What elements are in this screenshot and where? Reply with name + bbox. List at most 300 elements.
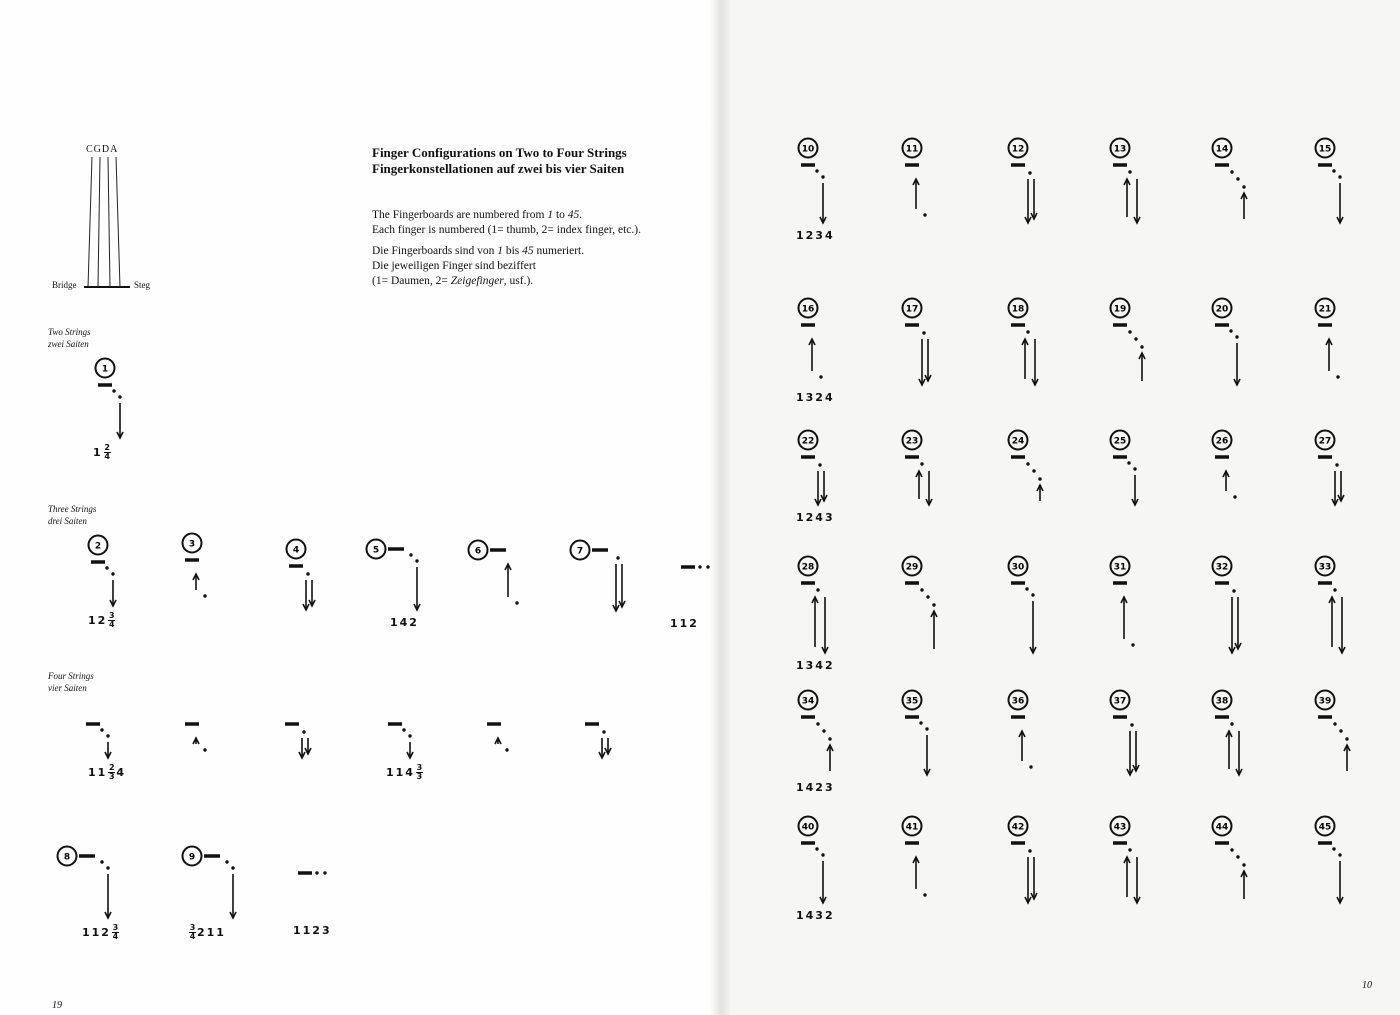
finger-dot bbox=[231, 866, 234, 869]
finger-dot bbox=[515, 601, 518, 604]
diagram-number: 28 bbox=[801, 562, 815, 573]
finger-dot bbox=[1235, 335, 1238, 338]
fingering-annotation bbox=[796, 909, 835, 922]
fingering-digit-bottom: 3 bbox=[109, 772, 115, 781]
steg-label: Steg bbox=[134, 280, 151, 290]
fingering-stacked-digits bbox=[112, 924, 119, 941]
fingerboard-drawing bbox=[1303, 136, 1373, 229]
fingerboard-drawing bbox=[996, 428, 1066, 511]
diagram-number: 42 bbox=[1011, 822, 1025, 833]
fingerboard-diagram bbox=[996, 296, 1066, 391]
section-label-two-strings bbox=[48, 326, 91, 350]
finger-dot bbox=[1032, 469, 1035, 472]
fingerboard-diagram bbox=[890, 428, 960, 511]
fingerboard-drawing bbox=[996, 296, 1066, 391]
intro-number: 45 bbox=[522, 245, 534, 257]
finger-dot bbox=[1038, 477, 1041, 480]
fingerboard-drawing bbox=[1200, 296, 1270, 391]
fingering-stacked-digits bbox=[108, 612, 115, 629]
finger-dot bbox=[815, 169, 818, 172]
fingerboard-drawing bbox=[890, 136, 960, 229]
section-label-de: drei Saiten bbox=[48, 516, 87, 526]
fingerboard-diagram bbox=[1200, 428, 1270, 511]
fingering-annotation bbox=[88, 612, 116, 629]
fingerboard-drawing bbox=[170, 844, 240, 924]
finger-dot bbox=[106, 734, 109, 737]
finger-dot bbox=[111, 572, 114, 575]
fingerboard-diagram bbox=[890, 688, 960, 781]
heading-title-en: Finger Configurations on Two to Four Strings bbox=[372, 145, 627, 160]
fingering-digit-top: 3 bbox=[189, 923, 196, 932]
fingering-digit-bottom: 4 bbox=[189, 932, 196, 941]
fingerboard-diagram bbox=[1098, 554, 1168, 659]
intro-text: . bbox=[579, 209, 583, 221]
fingerboard-diagram bbox=[71, 695, 141, 781]
fingerboard-diagram bbox=[170, 695, 240, 764]
section-label-three-strings bbox=[48, 503, 96, 527]
finger-dot bbox=[1242, 185, 1245, 188]
finger-dot bbox=[816, 722, 819, 725]
diagram-number: 27 bbox=[1318, 436, 1332, 447]
intro-text: numeriert. bbox=[533, 245, 585, 257]
section-label-en: Four Strings bbox=[48, 671, 94, 681]
fingerboard-diagram bbox=[996, 428, 1066, 511]
fingerboard-drawing bbox=[472, 695, 542, 764]
diagram-number: 24 bbox=[1011, 436, 1025, 447]
fingerboard-diagram bbox=[45, 844, 119, 941]
finger-dot bbox=[922, 331, 925, 334]
fingerboard-diagram bbox=[76, 533, 146, 629]
intro-de-line-3 bbox=[372, 274, 584, 289]
fingerboard-diagram bbox=[666, 538, 736, 630]
diagram-number: 45 bbox=[1318, 822, 1332, 833]
finger-dot bbox=[402, 728, 405, 731]
finger-dot bbox=[100, 728, 103, 731]
finger-dot bbox=[925, 727, 928, 730]
fingerboard-diagram bbox=[786, 428, 856, 524]
finger-dot bbox=[1230, 170, 1233, 173]
fingerboard-diagram bbox=[786, 554, 856, 672]
finger-dot bbox=[1333, 588, 1336, 591]
fingerboard-drawing bbox=[1098, 554, 1168, 659]
diagram-number: 3 bbox=[188, 539, 196, 550]
fingerboard-diagram bbox=[996, 688, 1066, 781]
diagram-number: 22 bbox=[801, 436, 815, 447]
string-c-line bbox=[88, 157, 92, 287]
diagram-number: 2 bbox=[94, 541, 102, 552]
fingering-stacked-digits bbox=[108, 764, 115, 781]
finger-dot bbox=[919, 721, 922, 724]
finger-dot bbox=[821, 853, 824, 856]
fingerboard-diagram bbox=[1303, 428, 1373, 511]
diagram-number: 1 bbox=[101, 364, 109, 375]
fingering-digit-bottom: 4 bbox=[112, 932, 119, 941]
fingering-digits: 1123 bbox=[293, 924, 332, 937]
finger-dot bbox=[105, 566, 108, 569]
finger-dot bbox=[932, 603, 935, 606]
fingering-annotation bbox=[670, 617, 699, 630]
fingerboard-drawing bbox=[558, 538, 628, 617]
diagram-number: 7 bbox=[576, 546, 584, 557]
fingerboard-diagram bbox=[1098, 136, 1168, 229]
diagram-number: 12 bbox=[1011, 144, 1025, 155]
fingerboard-drawing bbox=[786, 136, 856, 229]
fingerboard-diagram bbox=[786, 296, 856, 404]
fingerboard-drawing bbox=[996, 814, 1066, 909]
finger-dot bbox=[923, 893, 926, 896]
finger-dot bbox=[1128, 170, 1131, 173]
fingerboard-drawing bbox=[890, 554, 960, 659]
finger-dot bbox=[203, 748, 206, 751]
diagram-number: 32 bbox=[1215, 562, 1229, 573]
string-g-line bbox=[98, 157, 100, 287]
intro-en-line-2: Each finger is numbered (1= thumb, 2= index finger, etc.). bbox=[372, 224, 641, 236]
finger-dot bbox=[602, 730, 605, 733]
fingerboard-drawing bbox=[1098, 428, 1168, 511]
fingerboard-drawing bbox=[1303, 554, 1373, 659]
finger-dot bbox=[1236, 855, 1239, 858]
string-names-label: CGDA bbox=[86, 144, 119, 155]
fingerboard-drawing bbox=[1200, 428, 1270, 511]
fingerboard-diagram bbox=[890, 136, 960, 229]
finger-dot bbox=[1029, 765, 1032, 768]
finger-dot bbox=[706, 565, 709, 568]
fingering-digit-top: 2 bbox=[109, 763, 115, 772]
fingering-digit-bottom: 3 bbox=[416, 772, 423, 781]
finger-dot bbox=[818, 463, 821, 466]
fingerboard-diagram bbox=[1200, 296, 1270, 391]
fingering-stacked-digits bbox=[104, 444, 111, 461]
finger-dot bbox=[1336, 375, 1339, 378]
fingerboard-drawing bbox=[1200, 814, 1270, 909]
finger-dot bbox=[1338, 175, 1341, 178]
finger-dot bbox=[323, 871, 326, 874]
fingerboard-drawing bbox=[1303, 688, 1373, 781]
intro-text: The Fingerboards are numbered from bbox=[372, 209, 548, 221]
section-label-de: zwei Saiten bbox=[48, 339, 89, 349]
fingering-stacked-digits bbox=[189, 924, 196, 941]
fingerboard-diagram bbox=[890, 554, 960, 659]
book-gutter bbox=[710, 0, 730, 1015]
fingering-annotation bbox=[82, 924, 120, 941]
fingerboard-diagram bbox=[786, 688, 856, 794]
fingering-digit-top: 3 bbox=[112, 923, 119, 932]
diagram-number: 37 bbox=[1113, 696, 1127, 707]
fingerboard-diagram bbox=[1303, 688, 1373, 781]
fingerboard-diagram bbox=[456, 538, 526, 617]
fingering-annotation bbox=[796, 511, 835, 524]
intro-de-line-2: Die jeweiligen Finger sind beziffert bbox=[372, 260, 536, 272]
diagram-number: 26 bbox=[1215, 436, 1229, 447]
finger-dot bbox=[1333, 722, 1336, 725]
fingerboard-drawing bbox=[786, 554, 856, 659]
finger-dot bbox=[920, 462, 923, 465]
fingering-annotation bbox=[386, 764, 424, 781]
fingerboard-diagram bbox=[1200, 136, 1270, 229]
finger-dot bbox=[819, 375, 822, 378]
finger-dot bbox=[1028, 849, 1031, 852]
diagram-number: 34 bbox=[801, 696, 815, 707]
fingerboard-diagram bbox=[270, 695, 340, 764]
fingering-digits: 1243 bbox=[796, 511, 835, 524]
finger-dot bbox=[203, 594, 206, 597]
fingering-digits: 112 bbox=[82, 926, 111, 939]
fingerboard-drawing bbox=[274, 537, 344, 616]
finger-dot bbox=[315, 871, 318, 874]
fingering-stacked-digits bbox=[416, 764, 423, 781]
fingerboard-diagram bbox=[890, 296, 960, 391]
finger-dot bbox=[1335, 463, 1338, 466]
finger-dot bbox=[1140, 345, 1143, 348]
bridge-label: Bridge bbox=[52, 280, 77, 290]
finger-dot bbox=[828, 737, 831, 740]
fingerboard-drawing bbox=[786, 296, 856, 391]
fingering-digits: 1234 bbox=[796, 229, 835, 242]
finger-dot bbox=[1230, 722, 1233, 725]
finger-dot bbox=[1130, 723, 1133, 726]
finger-dot bbox=[1236, 177, 1239, 180]
fingerboard-diagram bbox=[1303, 296, 1373, 391]
fingerboard-diagram bbox=[274, 537, 344, 616]
fingerboard-drawing bbox=[1303, 296, 1373, 391]
diagram-number: 11 bbox=[905, 144, 919, 155]
fingering-digits: 1 bbox=[93, 446, 103, 459]
string-a-line bbox=[116, 157, 120, 287]
fingerboard-drawing bbox=[890, 296, 960, 391]
fingerboard-diagram bbox=[1098, 814, 1168, 909]
fingerboard-drawing bbox=[1200, 136, 1270, 229]
fingerboard-drawing bbox=[1098, 814, 1168, 909]
fingerboard-diagram bbox=[996, 136, 1066, 229]
finger-dot bbox=[1134, 337, 1137, 340]
finger-dot bbox=[1026, 330, 1029, 333]
fingerboard-drawing bbox=[1303, 428, 1373, 511]
finger-dot bbox=[1242, 863, 1245, 866]
fingerboard-diagram bbox=[1200, 554, 1270, 659]
diagram-number: 13 bbox=[1113, 144, 1127, 155]
fingerboard-drawing bbox=[170, 531, 240, 610]
fingering-digit-top: 2 bbox=[104, 443, 110, 452]
fingerboard-diagram bbox=[570, 695, 640, 764]
diagram-number: 43 bbox=[1113, 822, 1127, 833]
page-number-right: 10 bbox=[1362, 980, 1372, 991]
fingering-digits: 114 bbox=[386, 766, 415, 779]
fingerboard-diagram bbox=[1098, 296, 1168, 391]
finger-dot bbox=[302, 730, 305, 733]
fingerboard-drawing bbox=[890, 688, 960, 781]
finger-dot bbox=[616, 556, 619, 559]
finger-dot bbox=[409, 553, 412, 556]
fingerboard-drawing bbox=[996, 688, 1066, 781]
finger-dot bbox=[1233, 495, 1236, 498]
fingerboard-diagram bbox=[1303, 554, 1373, 659]
diagram-number: 4 bbox=[292, 545, 300, 556]
fingerboard-diagram bbox=[786, 136, 856, 242]
diagram-number: 41 bbox=[905, 822, 919, 833]
fingerboard-diagram bbox=[996, 554, 1066, 659]
diagram-number: 29 bbox=[905, 562, 919, 573]
fingerboard-drawing bbox=[996, 554, 1066, 659]
finger-dot bbox=[408, 734, 411, 737]
fingerboard-diagram bbox=[890, 814, 960, 909]
intro-number: 1 bbox=[497, 245, 503, 257]
finger-dot bbox=[926, 595, 929, 598]
fingerboard-diagram bbox=[170, 531, 240, 610]
diagram-number: 30 bbox=[1011, 562, 1025, 573]
page-number-left: 19 bbox=[52, 1000, 62, 1011]
intro-number: 45 bbox=[567, 209, 580, 221]
diagram-number: 25 bbox=[1113, 436, 1127, 447]
diagram-number: 5 bbox=[372, 545, 380, 556]
fingerboard-drawing bbox=[1200, 688, 1270, 781]
fingerboard-diagram bbox=[996, 814, 1066, 909]
fingerboard-diagram bbox=[170, 844, 240, 941]
intro-text: Zeigefinger bbox=[450, 275, 504, 287]
fingerboard-diagram bbox=[558, 538, 628, 617]
finger-dot bbox=[920, 588, 923, 591]
finger-dot bbox=[1025, 587, 1028, 590]
finger-dot bbox=[1229, 329, 1232, 332]
intro-text: Die Fingerboards sind von bbox=[372, 245, 498, 257]
diagram-number: 33 bbox=[1318, 562, 1332, 573]
diagram-number: 8 bbox=[63, 852, 71, 863]
intro-en-line-1 bbox=[372, 208, 641, 223]
fingerboard-diagram bbox=[1098, 688, 1168, 781]
finger-dot bbox=[923, 213, 926, 216]
diagram-number: 31 bbox=[1113, 562, 1127, 573]
fingerboard-drawing bbox=[1200, 554, 1270, 659]
fingering-annotation bbox=[390, 616, 419, 629]
finger-dot bbox=[225, 860, 228, 863]
fingerboard-drawing bbox=[570, 695, 640, 764]
fingering-digits: 1324 bbox=[796, 391, 835, 404]
intro-text: , usf.). bbox=[503, 275, 534, 287]
fingerboard-drawing bbox=[71, 695, 141, 764]
fingerboard-drawing bbox=[996, 136, 1066, 229]
finger-dot bbox=[306, 572, 309, 575]
fingering-digits: 1423 bbox=[796, 781, 835, 794]
finger-dot bbox=[822, 729, 825, 732]
diagram-number: 19 bbox=[1113, 304, 1127, 315]
diagram-number: 21 bbox=[1318, 304, 1332, 315]
diagram-number: 18 bbox=[1011, 304, 1025, 315]
fingerboard-drawing bbox=[373, 695, 443, 764]
fingerboard-diagram bbox=[283, 844, 353, 937]
diagram-number: 10 bbox=[801, 144, 815, 155]
finger-dot bbox=[118, 395, 121, 398]
finger-dot bbox=[1338, 853, 1341, 856]
finger-dot bbox=[1332, 169, 1335, 172]
fingerboard-drawing bbox=[1303, 814, 1373, 909]
fingering-digits: 112 bbox=[670, 617, 699, 630]
diagram-number: 36 bbox=[1011, 696, 1025, 707]
fingerboard-drawing bbox=[170, 695, 240, 764]
finger-dot bbox=[505, 748, 508, 751]
fingerboard-drawing bbox=[76, 533, 146, 612]
diagram-number: 17 bbox=[905, 304, 919, 315]
fingerboard-diagram bbox=[1200, 688, 1270, 781]
finger-dot bbox=[1026, 462, 1029, 465]
diagram-number: 20 bbox=[1215, 304, 1229, 315]
fingerboard-drawing bbox=[283, 844, 353, 924]
fingering-digits: 1342 bbox=[796, 659, 835, 672]
fingering-annotation bbox=[796, 229, 835, 242]
fingerboard-diagram bbox=[373, 695, 443, 781]
finger-dot bbox=[816, 588, 819, 591]
finger-dot bbox=[1128, 848, 1131, 851]
intro-german bbox=[372, 244, 584, 289]
fingering-annotation bbox=[796, 391, 835, 404]
section-label-en: Three Strings bbox=[48, 504, 97, 514]
fingerboard-drawing bbox=[890, 814, 960, 909]
diagram-number: 40 bbox=[801, 822, 815, 833]
fingering-digits: 142 bbox=[390, 616, 419, 629]
fingering-digit-bottom: 4 bbox=[104, 452, 110, 461]
section-label-en: Two Strings bbox=[48, 327, 91, 337]
finger-dot bbox=[1232, 589, 1235, 592]
fingerboard-drawing bbox=[786, 688, 856, 781]
fingerboard-diagram bbox=[1200, 814, 1270, 909]
finger-dot bbox=[1230, 848, 1233, 851]
fingerboard-drawing bbox=[786, 428, 856, 511]
diagram-number: 16 bbox=[801, 304, 815, 315]
finger-dot bbox=[1028, 171, 1031, 174]
fingerboard-drawing bbox=[786, 814, 856, 909]
fingerboard-drawing bbox=[1098, 136, 1168, 229]
finger-dot bbox=[106, 866, 109, 869]
finger-dot bbox=[415, 559, 418, 562]
fingering-digit-top: 3 bbox=[109, 611, 115, 620]
fingering-digits: 11 bbox=[88, 766, 108, 779]
fingerboard-drawing bbox=[1098, 688, 1168, 781]
diagram-number: 23 bbox=[905, 436, 919, 447]
fingerboard-drawing bbox=[1098, 296, 1168, 391]
finger-dot bbox=[1345, 737, 1348, 740]
fingerboard-drawing bbox=[354, 537, 424, 616]
fingering-digits: 4 bbox=[116, 766, 126, 779]
section-label-de: vier Saiten bbox=[48, 683, 87, 693]
fingering-digit-bottom: 4 bbox=[109, 620, 115, 629]
fingering-annotation bbox=[796, 781, 835, 794]
intro-text: to bbox=[553, 209, 568, 221]
finger-dot bbox=[821, 175, 824, 178]
fingerboard-drawing bbox=[270, 695, 340, 764]
fingerboard-diagram bbox=[472, 695, 542, 764]
fingerboard-drawing bbox=[456, 538, 526, 617]
fingerboard-diagram bbox=[1098, 428, 1168, 511]
fingering-digit-top: 3 bbox=[416, 763, 423, 772]
intro-text: (1= Daumen, 2= bbox=[372, 275, 451, 287]
diagram-number: 44 bbox=[1215, 822, 1229, 833]
intro-number: 1 bbox=[547, 209, 554, 221]
fingering-annotation bbox=[93, 444, 112, 461]
fingerboard-drawing bbox=[45, 844, 115, 924]
string-layout-diagram bbox=[80, 155, 140, 295]
string-d-line bbox=[108, 157, 110, 287]
intro-text: bis bbox=[502, 245, 523, 257]
fingerboard-diagram bbox=[354, 537, 424, 629]
fingerboard-diagram bbox=[83, 356, 153, 461]
finger-dot bbox=[1128, 330, 1131, 333]
finger-dot bbox=[1131, 643, 1134, 646]
finger-dot bbox=[1133, 467, 1136, 470]
fingering-annotation bbox=[88, 764, 126, 781]
diagram-number: 9 bbox=[188, 852, 196, 863]
diagram-number: 39 bbox=[1318, 696, 1332, 707]
fingering-annotation bbox=[188, 924, 226, 941]
fingering-digits: 1432 bbox=[796, 909, 835, 922]
finger-dot bbox=[815, 847, 818, 850]
